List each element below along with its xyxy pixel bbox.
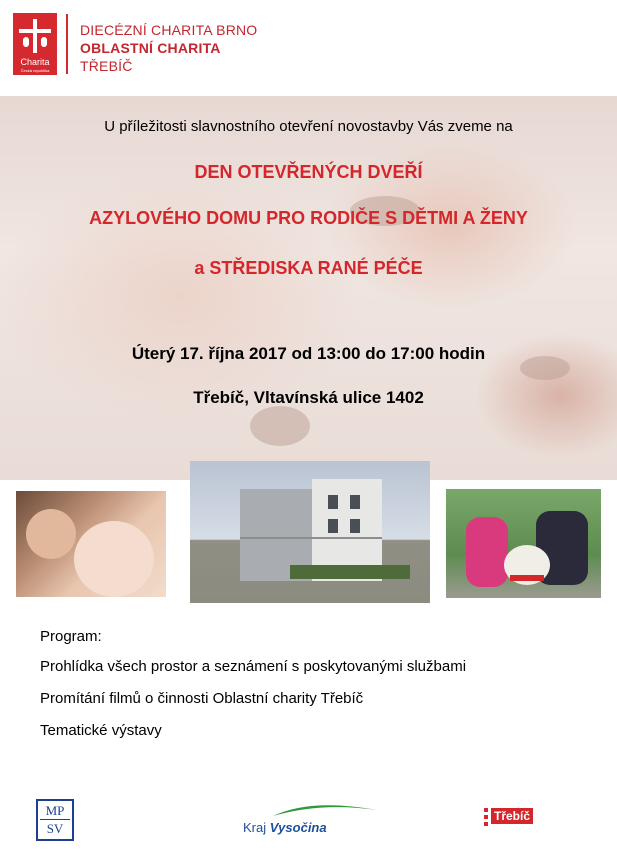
org-line-1: DIECÉZNÍ CHARITA BRNO [80,22,258,38]
kraj-swoosh-icon [271,800,381,818]
date-line: Úterý 17. října 2017 od 13:00 do 17:00 hodin [131,344,486,363]
org-line-2: OBLASTNÍ CHARITA [80,40,221,56]
background-eye [250,406,310,446]
logo-word: Charita [20,57,50,67]
header [0,0,617,96]
mpsv-top: MP [45,803,65,818]
kraj-vysocina-logo [243,800,363,840]
title-line-1: DEN OTEVŘENÝCH DVEŘÍ [194,162,423,182]
hero-background [0,96,617,480]
trebic-logo [484,806,544,830]
title-line-2: AZYLOVÉHO DOMU PRO RODIČE S DĚTMI A ŽENY [89,208,528,228]
program-item-3: Tematické výstavy [40,722,162,739]
title-line-3: a STŘEDISKA RANÉ PÉČE [194,258,423,278]
vysocina-word: Vysočina [269,820,327,835]
program-item-1: Prohlídka všech prostor a seznámení s poskytovanými službami [40,658,467,675]
logo-subword: Česká republika [20,68,50,73]
charita-logo [13,13,57,75]
charita-cross-icon [19,19,51,53]
logo-divider [66,14,68,74]
program-item-2: Promítání filmů o činnosti Oblastní charity Třebíč [40,690,364,707]
intro-text: U příležitosti slavnostního otevření novostavby Vás zveme na [104,118,513,135]
trebic-word: Třebíč [491,808,533,824]
kraj-name [243,820,327,835]
photo-children-dog [446,489,601,598]
photo-mother-child [16,491,166,597]
photo-building [190,461,430,603]
program-heading: Program: [40,628,102,645]
org-line-3: TŘEBÍČ [80,58,133,74]
place-line: Třebíč, Vltavínská ulice 1402 [193,388,424,407]
mpsv-bottom: SV [46,821,64,836]
kraj-word: Kraj [243,820,267,835]
mpsv-logo [36,799,74,841]
